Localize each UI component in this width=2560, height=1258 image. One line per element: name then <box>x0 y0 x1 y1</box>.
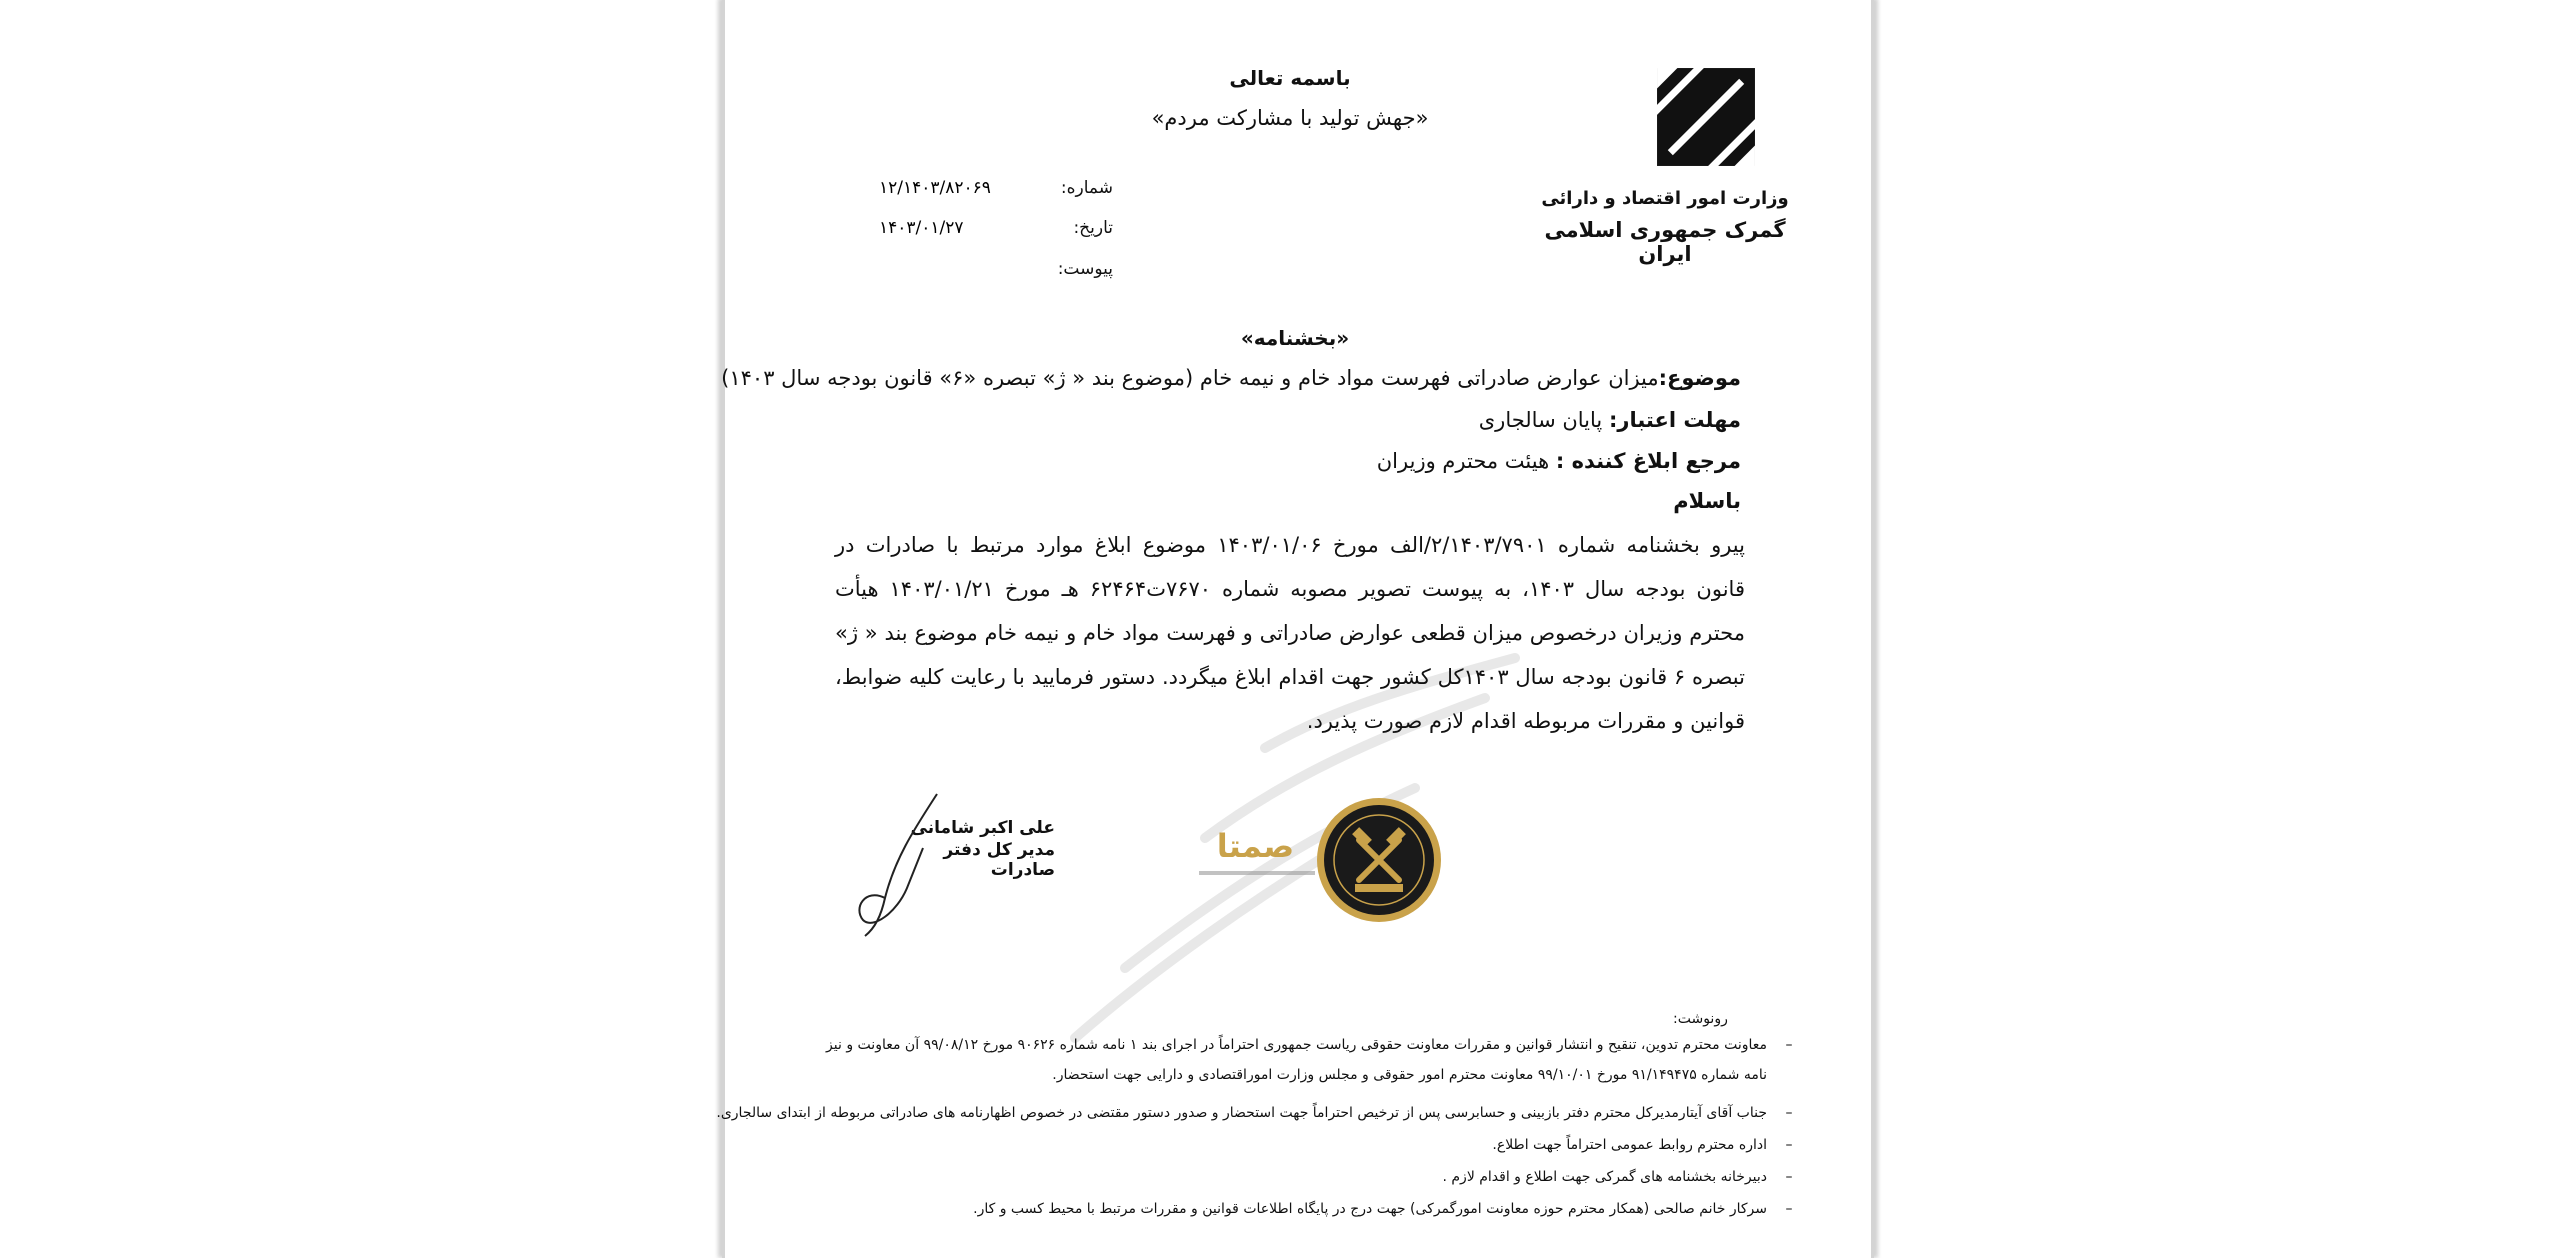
copy-item <box>841 1162 1801 1192</box>
body-paragraph: پیرو بخشنامه شماره ۲/۱۴۰۳/۷۹۰۱/الف مورخ ۱۴۰۳/۰۱/۰۶ موضوع ابلاغ موارد مرتبط با صادرات در قانون بودجه سال ۱۴۰۳، به پیوست تصویر مصوبه شماره ۷۶۷۰ت۶۲۴۶۴ هـ مورخ ۱۴۰۳/۰۱/۲۱ هیأت محترم وزیران درخصوص میزان قطعی عوارض صادراتی و فهرست مواد خام و نیمه خام موضوع بند « ژ» تبصره ۶ قانون بودجه سال ۱۴۰۳کل کشور جهت اقدام ابلاغ میگردد. دستور فرمایید با رعایت کلیه ضوابط، قوانین و مقررات مربوطه اقدام لازم صورت پذیرد. <box>835 533 1745 733</box>
subject-value: میزان عوارض صادراتی فهرست مواد خام و نیمه خام (موضوع بند « ژ» تبصره «۶» قانون بودجه سال ۱۴۰۳) <box>721 366 1659 390</box>
subject-label: موضوع: <box>1658 366 1741 390</box>
signer-title: مدیر کل دفتر صادرات <box>943 840 1055 880</box>
copy-item <box>826 1030 1801 1060</box>
number-value: ۱۲/۱۴۰۳/۸۲۰۶۹ <box>879 178 991 198</box>
customs-logo-icon <box>1655 66 1757 168</box>
stamp-subtitle-decoration <box>1197 866 1317 880</box>
motto: «جهش تولید با مشارکت مردم» <box>1151 106 1429 130</box>
copy-item <box>716 1098 1801 1128</box>
copy-text: معاونت محترم تدوین، تنقیح و انتشار قوانین و مقررات معاونت حقوقی ریاست جمهوری احتراماً در اجرای بند ۱ نامه شماره ۹۰۶۲۶ مورخ ۹۹/۰۸/۱۲ آن معاونت و نیز <box>826 1037 1767 1053</box>
attachment-label: پیوست: <box>1057 259 1113 279</box>
date-label: تاریخ: <box>1073 218 1113 238</box>
handwritten-signature <box>845 788 965 938</box>
subject-row <box>721 366 1741 390</box>
copies-title: رونوشت: <box>1673 1011 1728 1027</box>
authority-row <box>1377 449 1741 473</box>
circular-title: «بخشنامه» <box>1240 326 1350 350</box>
validity-label: مهلت اعتبار: <box>1608 408 1741 432</box>
validity-row <box>1479 408 1741 432</box>
copy-text: اداره محترم روابط عمومی احتراماً جهت اطلاع. <box>1492 1137 1767 1153</box>
copy-text: سرکار خانم صالحی (همکار محترم حوزه معاونت امورگمرکی) جهت درج در پایگاه اطلاعات قوانین و مقررات مرتبط با محیط کسب و کار. <box>973 1201 1767 1217</box>
ministry-name: وزارت امور اقتصاد و دارائی <box>1541 188 1789 209</box>
copy-bullet: – <box>1785 1201 1793 1217</box>
copy-bullet: – <box>1785 1137 1793 1153</box>
authority-label: مرجع ابلاغ کننده : <box>1555 449 1741 473</box>
signer-name: علی اکبر شامانی <box>910 818 1055 838</box>
copy-text: نامه شماره ۹۱/۱۴۹۴۷۵ مورخ ۹۹/۱۰/۰۱ معاونت محترم امور حقوقی و مجلس وزارت اموراقتصادی و دارایی جهت استحضار. <box>1052 1067 1767 1083</box>
validity-value: پایان سالجاری <box>1478 408 1603 432</box>
copy-item <box>841 1194 1801 1224</box>
copy-bullet: – <box>1785 1105 1793 1121</box>
copy-bullet: – <box>1785 1169 1793 1185</box>
date-value: ۱۴۰۳/۰۱/۲۷ <box>879 218 964 238</box>
copy-bullet: – <box>1785 1037 1793 1053</box>
stamp-brand-logo: صمتا <box>1216 827 1295 865</box>
copy-item <box>841 1130 1801 1160</box>
authority-value: هیئت محترم وزیران <box>1376 449 1550 473</box>
copy-text: دبیرخانه بخشنامه های گمرکی جهت اطلاع و اقدام لازم . <box>1442 1169 1767 1185</box>
organization-name: گمرک جمهوری اسلامی ایران <box>1544 218 1786 266</box>
document-page <box>716 0 1874 1258</box>
number-label: شماره: <box>1060 178 1113 198</box>
greeting: باسلام <box>1673 489 1741 513</box>
copy-text: جناب آقای آیتارمدیرکل محترم دفتر بازبینی و حسابرسی پس از ترخیص احتراماً جهت استحضار و صدور دستور مقتضی در خصوص اظهارنامه های صادراتی مربوطه از ابتدای سالجاری. <box>716 1105 1767 1121</box>
company-seal-icon <box>1315 796 1443 924</box>
copy-item <box>841 1060 1801 1090</box>
basmele: باسمه تعالی <box>1229 66 1351 90</box>
